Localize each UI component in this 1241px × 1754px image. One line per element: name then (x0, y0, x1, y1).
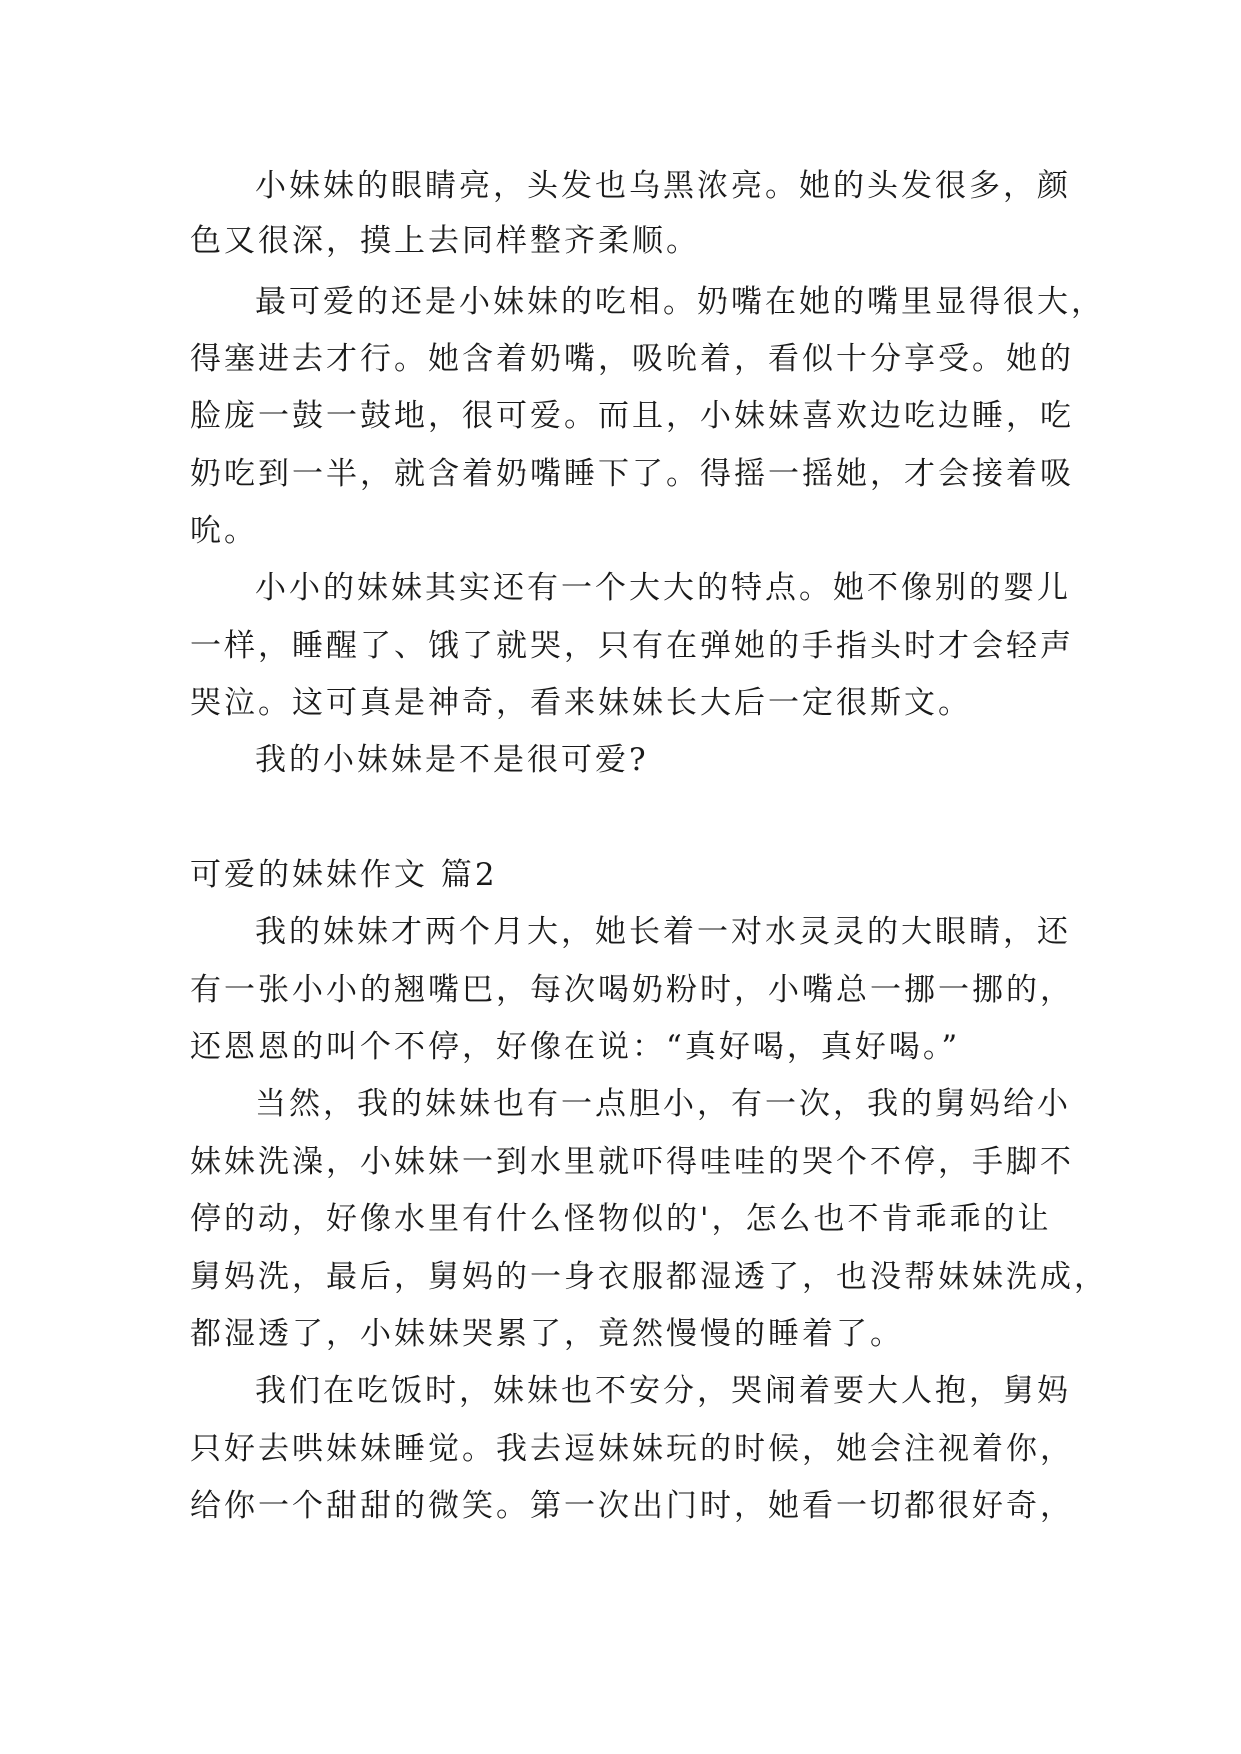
paragraph-line: 小妹妹的眼睛亮，头发也乌黑浓亮。她的头发很多，颜 (255, 168, 1071, 204)
paragraph-line: 脸庞一鼓一鼓地，很可爱。而且，小妹妹喜欢边吃边睡，吃 (190, 398, 1074, 434)
paragraph-line: 吮。 (190, 513, 258, 549)
paragraph-line: 得塞进去才行。她含着奶嘴，吸吮着，看似十分享受。她的 (190, 341, 1074, 377)
paragraph-line: 我的妹妹才两个月大，她长着一对水灵灵的大眼睛，还 (255, 914, 1071, 950)
paragraph-line: 一样，睡醒了、饿了就哭，只有在弹她的手指头时才会轻声 (190, 628, 1074, 664)
paragraph-line: 只好去哄妹妹睡觉。我去逗妹妹玩的时候，她会注视着你， (190, 1431, 1074, 1467)
paragraph-line: 给你一个甜甜的微笑。第一次出门时，她看一切都很好奇， (190, 1488, 1074, 1524)
paragraph-line: 还恩恩的叫个不停，好像在说：“真好喝，真好喝。” (190, 1029, 961, 1065)
paragraph-line: 奶吃到一半，就含着奶嘴睡下了。得摇一摇她，才会接着吸 (190, 456, 1074, 492)
paragraph-line: 色又很深，摸上去同样整齐柔顺。 (190, 223, 700, 259)
paragraph-line: 最可爱的还是小妹妹的吃相。奶嘴在她的嘴里显得很大， (255, 284, 1105, 320)
paragraph-line: 当然，我的妹妹也有一点胆小，有一次，我的舅妈给小 (255, 1086, 1071, 1122)
paragraph-line: 妹妹洗澡，小妹妹一到水里就吓得哇哇的哭个不停，手脚不 (190, 1144, 1074, 1180)
paragraph-line: 我的小妹妹是不是很可爱? (255, 742, 649, 778)
paragraph-line: 舅妈洗，最后，舅妈的一身衣服都湿透了，也没帮妹妹洗成， (190, 1259, 1108, 1295)
paragraph-line: 我们在吃饭时，妹妹也不安分，哭闹着要大人抱，舅妈 (255, 1373, 1071, 1409)
paragraph-line: 有一张小小的翘嘴巴，每次喝奶粉时，小嘴总一挪一挪的， (190, 972, 1074, 1008)
paragraph-line: 都湿透了，小妹妹哭累了，竟然慢慢的睡着了。 (190, 1316, 904, 1352)
paragraph-line: 停的动，好像水里有什么怪物似的'，怎么也不肯乖乖的让 (190, 1201, 1052, 1237)
paragraph-line: 小小的妹妹其实还有一个大大的特点。她不像别的婴儿 (255, 570, 1071, 606)
section-heading: 可爱的妹妹作文 篇2 (190, 857, 498, 893)
paragraph-line: 哭泣。这可真是神奇，看来妹妹长大后一定很斯文。 (190, 685, 972, 721)
